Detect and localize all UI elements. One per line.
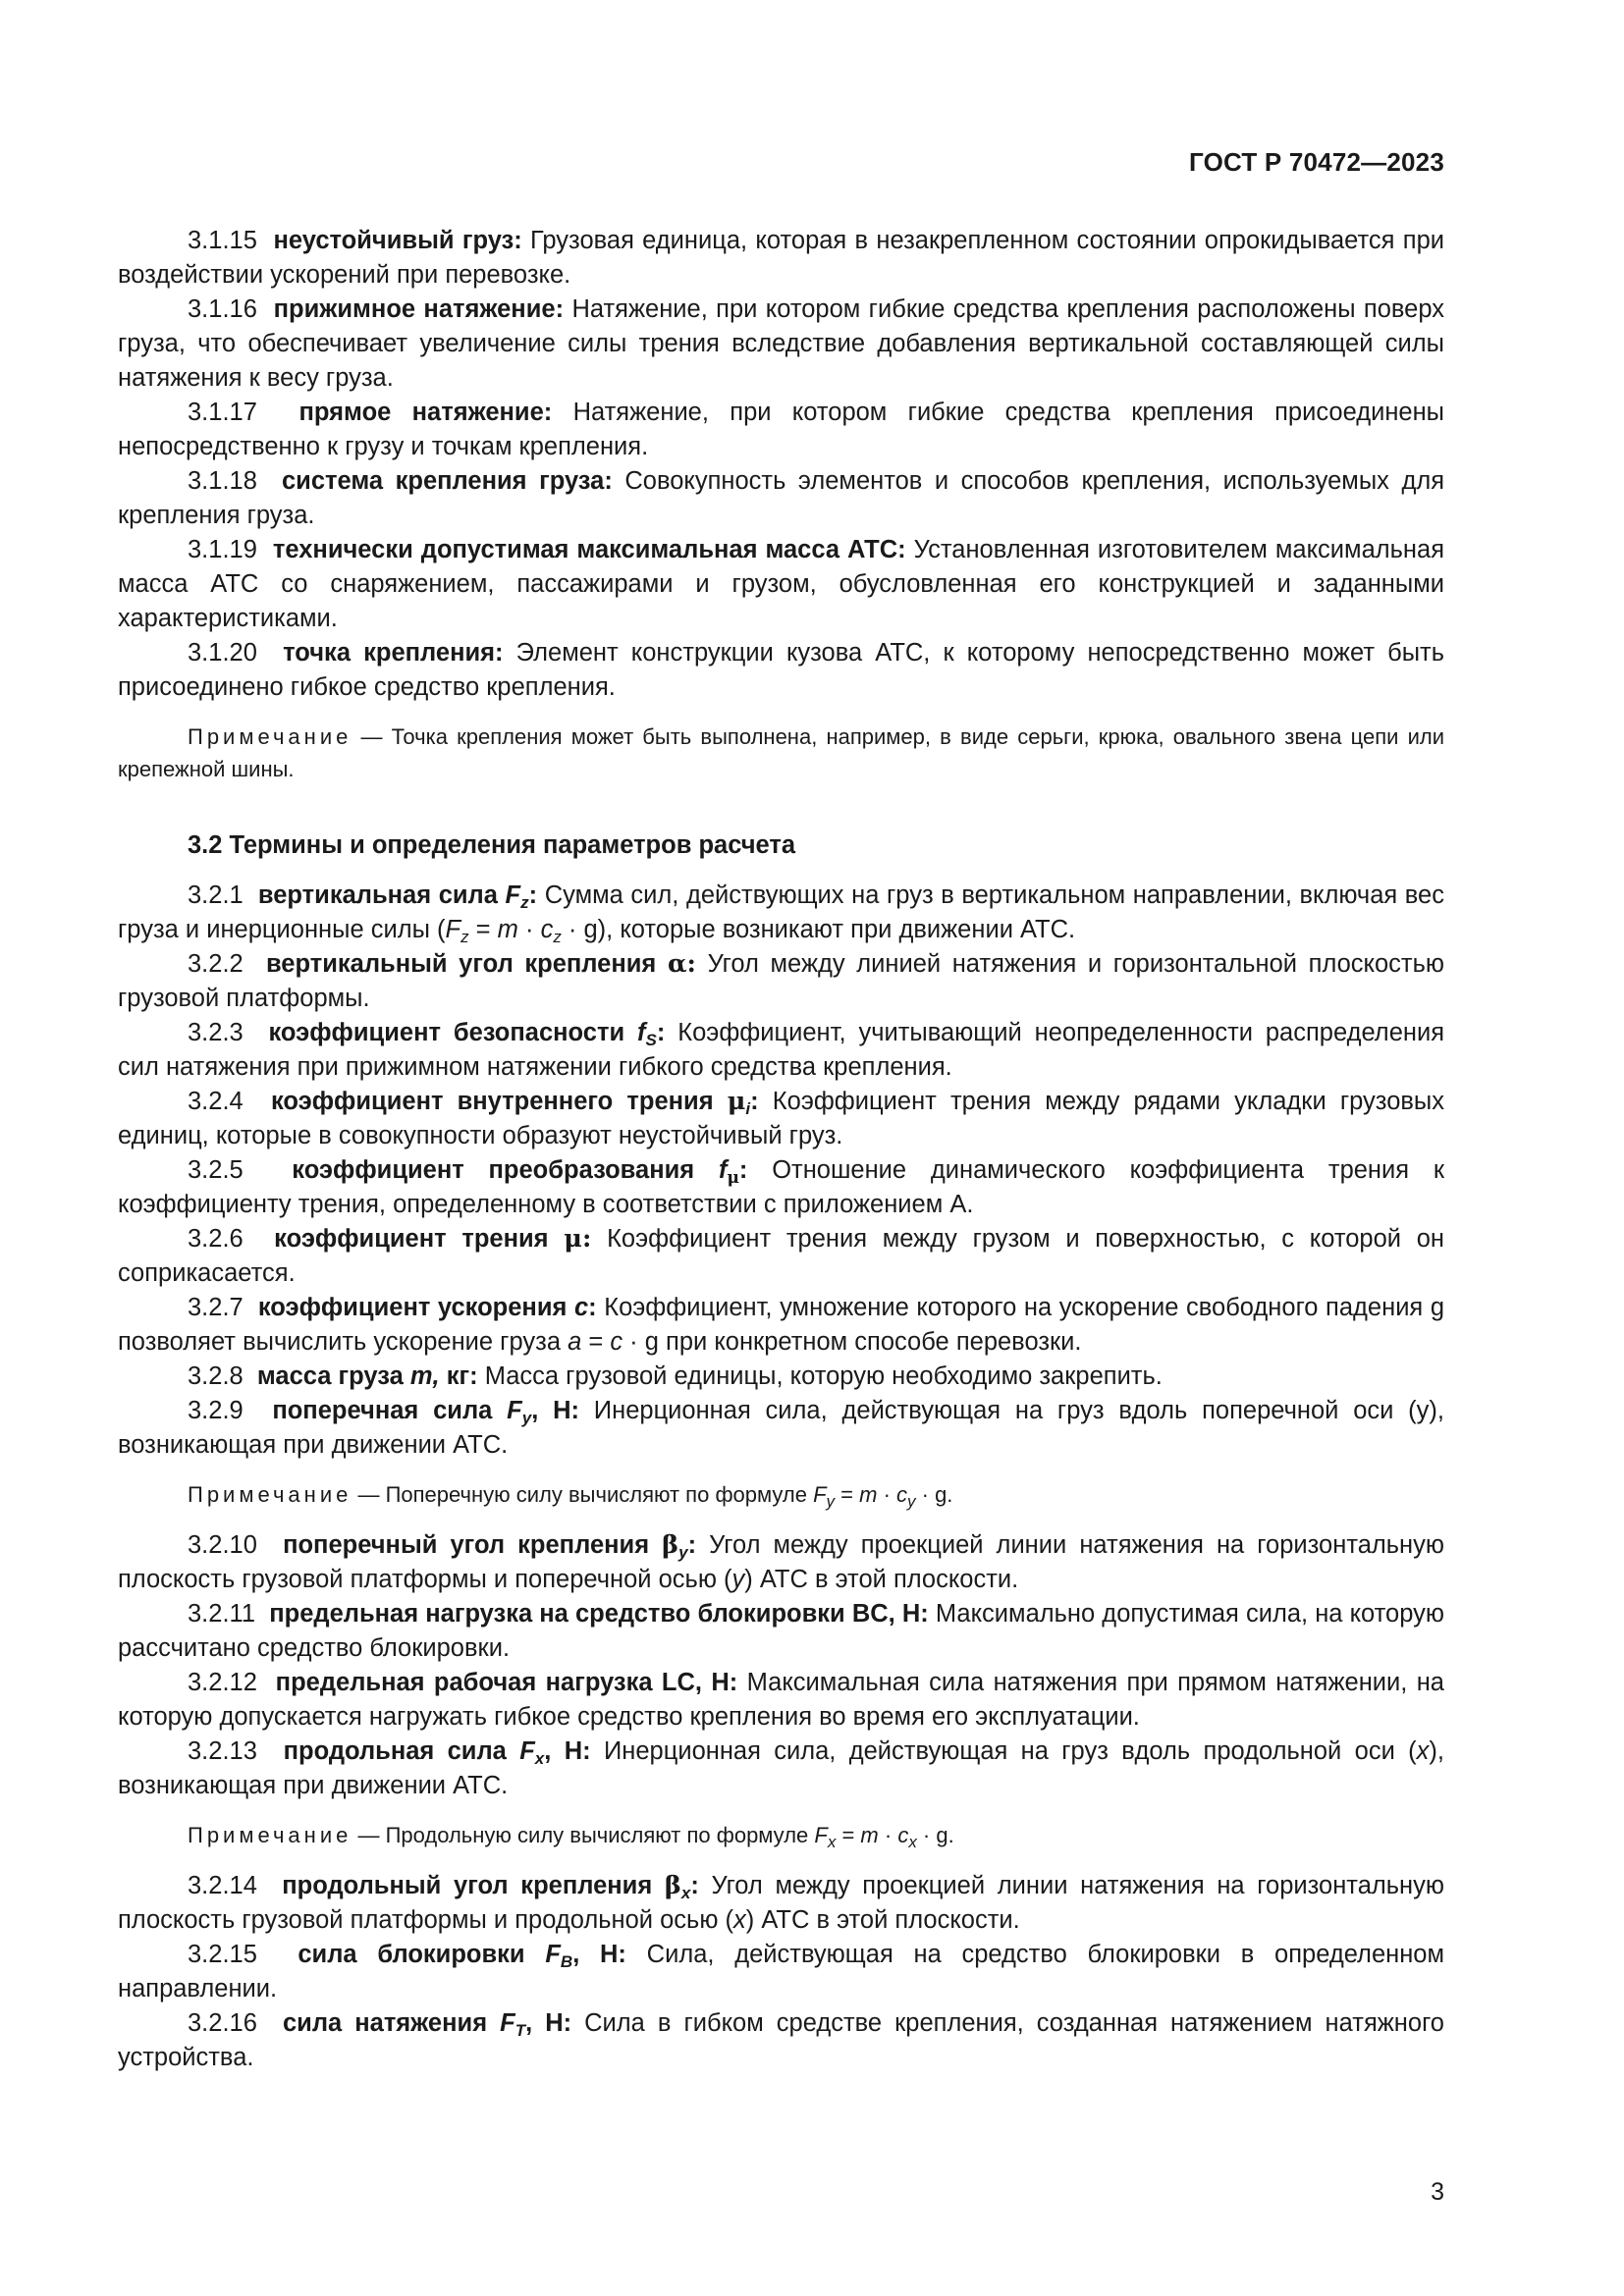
term-entry: 3.1.18 система крепления груза: Совокупность элементов и способов крепления, используемых для крепления груза. xyxy=(118,467,1445,529)
term-entry: 3.2.9 поперечная сила $F_y$, Н: Инерционная сила, действующая на груз вдоль поперечной оси (y), возникающая при движении АТС. xyxy=(118,1397,1444,1459)
term-entry: 3.2.13 продольная сила $F_x$, Н: Инерционная сила, действующая на груз вдоль продольной оси (x), возникающая при движении АТС. xyxy=(118,1737,1444,1799)
document-body xyxy=(118,224,1444,2075)
document-code: ГОСТ Р 70472—2023 xyxy=(1189,147,1444,177)
term-entry: 3.2.16 сила натяжения $F_T$, Н: Сила в гибком средстве крепления, созданная натяжением натяжного устройства. xyxy=(118,2009,1444,2071)
term-entry: 3.2.12 предельная рабочая нагрузка LC, Н: Максимальная сила натяжения при прямом натяжении, на которую допускается нагружать гибкое средство крепления во время его эксплуатации. xyxy=(118,1669,1444,1731)
term-entry: 3.2.4 коэффициент внутреннего трения $\mu_i$: Коэффициент трения между рядами укладки грузовых единиц, которые в совокупности образуют неустойчивый груз. xyxy=(118,1087,1445,1149)
note: Примечание — Точка крепления может быть выполнена, например, в виде серьги, крюка, овального звена цепи или крепежной шины. xyxy=(118,724,1444,781)
term-entry: 3.2.5 коэффициент преобразования $f_\mu$: Отношение динамического коэффициента трения к коэффициенту трения, определенному в соответствии с приложением А. xyxy=(118,1156,1444,1218)
term-entry: 3.2.14 продольный угол крепления $\beta_x$: Угол между проекцией линии натяжения на горизонтальную плоскость грузовой платформы и продольной осью (x) АТС в этой плоскости. xyxy=(118,1871,1445,1934)
term-entry: 3.2.6 коэффициент трения μ: Коэффициент трения между грузом и поверхностью, с которой он соприкасается. xyxy=(118,1224,1444,1287)
term-entry: 3.1.17 прямое натяжение: Натяжение, при котором гибкие средства крепления присоединены непосредственно к грузу и точкам крепления. xyxy=(118,399,1444,460)
term-entry: 3.1.20 точка крепления: Элемент конструкции кузова АТС, к которому непосредственно может быть присоединено гибкое средство крепления. xyxy=(118,639,1445,701)
term-entry: 3.1.15 неустойчивый груз: Грузовая единица, которая в незакрепленном состоянии опрокидывается при воздействии ускорений при перевозке. xyxy=(118,227,1445,289)
note: Примечание — Поперечную силу вычисляют по формуле $F_y = m \cdot c_y \cdot g$. xyxy=(188,1482,953,1511)
term-entry: 3.2.11 предельная нагрузка на средство блокировки BC, Н: Максимально допустимая сила, на которую рассчитано средство блокировки. xyxy=(118,1600,1444,1662)
term-entry: 3.2.1 вертикальная сила $F_z$: Сумма сил, действующих на груз в вертикальном направлении, включая вес груза и инерционные силы $(F_z = m \cdot c_z \cdot g)$, которые возникают при движении АТС. xyxy=(118,881,1444,946)
term-entry: 3.2.8 масса груза m, кг: Масса грузовой единицы, которую необходимо закрепить. xyxy=(188,1362,1163,1390)
section-heading: 3.2 Термины и определения параметров расчета xyxy=(188,831,796,859)
page-number: 3 xyxy=(1431,2178,1444,2206)
term-entry: 3.2.3 коэффициент безопасности $f_S$: Коэффициент, учитывающий неопределенности распределения сил натяжения при прижимном натяжении гибкого средства крепления. xyxy=(118,1019,1445,1081)
term-entry: 3.2.15 сила блокировки $F_B$, Н: Сила, действующая на средство блокировки в определенном направлении. xyxy=(118,1941,1444,2002)
term-entry: 3.2.10 поперечный угол крепления $\beta_y$: Угол между проекцией линии натяжения на горизонтальную плоскость грузовой платформы и поперечной осью (y) АТС в этой плоскости. xyxy=(118,1530,1445,1593)
term-entry: 3.2.7 коэффициент ускорения c: Коэффициент, умножение которого на ускорение свободного падения g позволяет вычислить ускорение груза a = c · g при конкретном способе перевозки. xyxy=(118,1294,1444,1356)
note: Примечание — Продольную силу вычисляют по формуле $F_x = m \cdot c_x \cdot g$. xyxy=(188,1823,954,1851)
term-entry: 3.1.16 прижимное натяжение: Натяжение, при котором гибкие средства крепления расположены поверх груза, что обеспечивает увеличение силы трения вследствие добавления вертикальной составляющей силы натяжения к весу груза. xyxy=(118,295,1445,392)
term-entry: 3.2.2 вертикальный угол крепления α: Угол между линией натяжения и горизонтальной плоскостью грузовой платформы. xyxy=(118,949,1445,1012)
term-entry: 3.1.19 технически допустимая максимальная масса АТС: Установленная изготовителем максимальная масса АТС со снаряжением, пассажирами и грузом, обусловленная его конструкцией и заданными характеристиками. xyxy=(118,536,1444,632)
